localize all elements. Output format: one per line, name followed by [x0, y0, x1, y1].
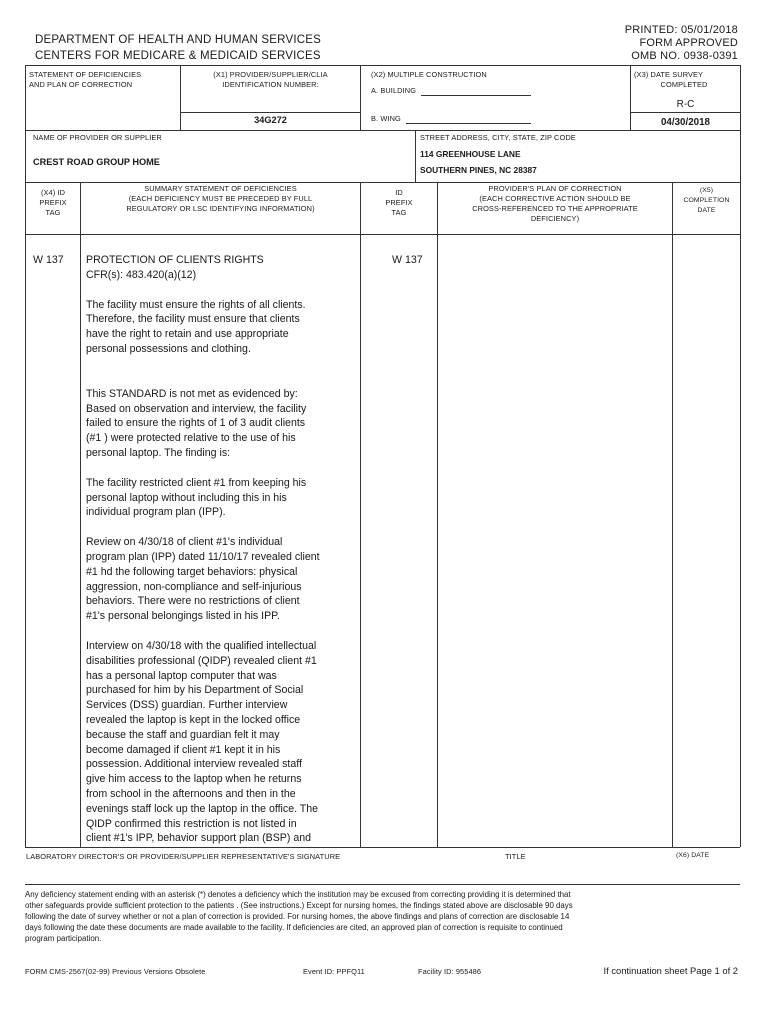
- plan-header-2: (EACH CORRECTIVE ACTION SHOULD BE: [479, 194, 631, 203]
- building-field: [371, 86, 531, 96]
- summary-header: [81, 184, 360, 214]
- x4-header: [26, 188, 80, 218]
- rule: [180, 112, 360, 113]
- paragraph-4: Review on 4/30/18 of client #1's individual program plan (IPP) dated 11/10/17 revealed client #1 hd the following target behaviors: physical aggression, non-compliance and self-injurious behaviors. There were no restrictions of client #1's personal belongings listed in his IPP.: [86, 536, 320, 623]
- form-approved: FORM APPROVED: [639, 37, 738, 49]
- provider-name: CREST ROAD GROUP HOME: [33, 157, 160, 167]
- id-header-1: ID: [395, 188, 403, 197]
- summary-header-2: (EACH DEFICIENCY MUST BE PRECEDED BY FULL: [128, 194, 313, 203]
- paragraph-2: This STANDARD is not met as evidenced by: Based on observation and interview, the facility failed to ensure the rights of 1 of 3 audit clients (#1 ) were protected relative to the use of his personal laptop. The finding is:: [86, 387, 307, 459]
- department-line: DEPARTMENT OF HEALTH AND HUMAN SERVICES: [35, 34, 321, 46]
- building-label: A. BUILDING: [371, 86, 417, 95]
- rule: [437, 182, 438, 847]
- x5-header-1: (X5): [699, 187, 714, 194]
- paragraph-5: Interview on 4/30/18 with the qualified intellectual disabilities professional (QIDP) revealed client #1 has a personal laptop computer that was purchased for him by his Department of Social Services (DSS) guardian. Further interview revealed the laptop is kept in the locked office because the staff and guardian felt it may become damaged if client #1 kept it in his possession. Additional interview revealed staff give him access to the laptop when he returns from school in the afternoons and then in the evenings staff lock up the laptop in the office. The QIDP confirmed this restriction is not listed in client #1's IPP, behavior support plan (BSP) and: [86, 639, 319, 845]
- facility-id: Facility ID: 955486: [418, 967, 482, 976]
- rule: [360, 65, 361, 130]
- paragraph-1: The facility must ensure the rights of all clients. Therefore, the facility must ensure that clients have the right to retain and use appropriate personal possessions and clothing.: [86, 298, 306, 355]
- plan-header-3: CROSS-REFERENCED TO THE APPROPRIATE: [472, 204, 638, 213]
- x4-header-3: TAG: [45, 208, 61, 217]
- x5-header-3: DATE: [697, 207, 716, 214]
- x3-label-1: (X3) DATE SURVEY: [634, 70, 704, 79]
- rule: [25, 234, 740, 235]
- rule: [25, 182, 740, 183]
- title-label: TITLE: [505, 852, 526, 861]
- street-address: 114 GREENHOUSE LANE: [420, 149, 521, 159]
- id-header-2: PREFIX: [385, 198, 413, 207]
- entry-title: PROTECTION OF CLIENTS RIGHTS: [86, 254, 264, 266]
- survey-date: 04/30/2018: [660, 117, 711, 128]
- x4-header-2: PREFIX: [39, 198, 67, 207]
- address-label: STREET ADDRESS, CITY, STATE, ZIP CODE: [420, 133, 576, 142]
- wing-blank: [406, 115, 531, 124]
- agency-line: CENTERS FOR MEDICARE & MEDICAID SERVICES: [35, 50, 321, 62]
- wing-label: B. WING: [371, 114, 401, 123]
- border-left: [25, 65, 26, 847]
- statement-label-2: AND PLAN OF CORRECTION: [29, 80, 133, 89]
- summary-header-1: SUMMARY STATEMENT OF DEFICIENCIES: [144, 184, 297, 193]
- summary-text: [86, 253, 358, 846]
- rule: [25, 884, 740, 885]
- border-right: [740, 65, 741, 847]
- plan-header-1: PROVIDER'S PLAN OF CORRECTION: [488, 184, 622, 193]
- provider-name-label: NAME OF PROVIDER OR SUPPLIER: [33, 133, 162, 142]
- signature-label: LABORATORY DIRECTOR'S OR PROVIDER/SUPPLIER REPRESENTATIVE'S SIGNATURE: [26, 852, 341, 861]
- rule: [360, 182, 361, 847]
- entry-cfr: CFR(s): 483.420(a)(12): [86, 268, 197, 281]
- rule: [25, 65, 740, 66]
- plan-header: [438, 184, 672, 224]
- x2-label: (X2) MULTIPLE CONSTRUCTION: [371, 70, 487, 79]
- tag-right: W 137: [392, 254, 423, 266]
- rule: [25, 847, 740, 848]
- id-header-3: TAG: [391, 208, 407, 217]
- rule: [630, 112, 740, 113]
- event-id: Event ID: PPFQ11: [303, 967, 365, 976]
- wing-field: [371, 114, 531, 124]
- disclaimer-text: Any deficiency statement ending with an asterisk (*) denotes a deficiency which the institution may be excused from correcting providing it is determined that other safeguards provide sufficient protection to the patients . (See instructions.) Except for nursing homes, the findings stated above are disclosable 90 days following the date of survey whether or not a plan of correction is provided. For nursing homes, the above findings and plans of correction are disclosable 14 days following the date these documents are made available to the facility. If deficiencies are cited, an approved plan of correction is requisite to continued program participation.: [25, 890, 573, 943]
- provider-id-number: 34G272: [254, 115, 287, 125]
- omb-number: OMB NO. 0938-0391: [631, 50, 738, 62]
- rule: [25, 130, 740, 131]
- building-blank: [421, 87, 531, 96]
- tag-left: W 137: [33, 254, 64, 266]
- printed-date: PRINTED: 05/01/2018: [624, 24, 738, 36]
- paragraph-3: The facility restricted client #1 from keeping his personal laptop without including this in his individual program plan (IPP).: [86, 476, 307, 519]
- survey-type: R-C: [676, 99, 695, 110]
- rule: [80, 182, 81, 847]
- form-number: FORM CMS-2567(02-99) Previous Versions Obsolete: [25, 967, 206, 976]
- x1-label-2: IDENTIFICATION NUMBER:: [222, 80, 319, 89]
- x3-label-2: COMPLETED: [660, 80, 708, 89]
- summary-header-3: REGULATORY OR LSC IDENTIFYING INFORMATION): [126, 204, 315, 213]
- statement-label-1: STATEMENT OF DEFICIENCIES: [29, 70, 142, 79]
- x4-header-1: (X4) ID: [40, 188, 66, 197]
- x1-label-1: (X1) PROVIDER/SUPPLIER/CLIA: [213, 70, 328, 79]
- rule: [672, 182, 673, 847]
- date-label: (X6) DATE: [676, 852, 710, 859]
- id-header: [361, 188, 437, 218]
- plan-header-4: DEFICIENCY): [530, 214, 580, 223]
- x5-header-2: COMPLETION: [683, 197, 730, 204]
- x5-header: [673, 186, 740, 216]
- rule: [415, 130, 416, 182]
- city-state-zip: SOUTHERN PINES, NC 28387: [420, 165, 537, 175]
- page-indicator: If continuation sheet Page 1 of 2: [603, 965, 738, 976]
